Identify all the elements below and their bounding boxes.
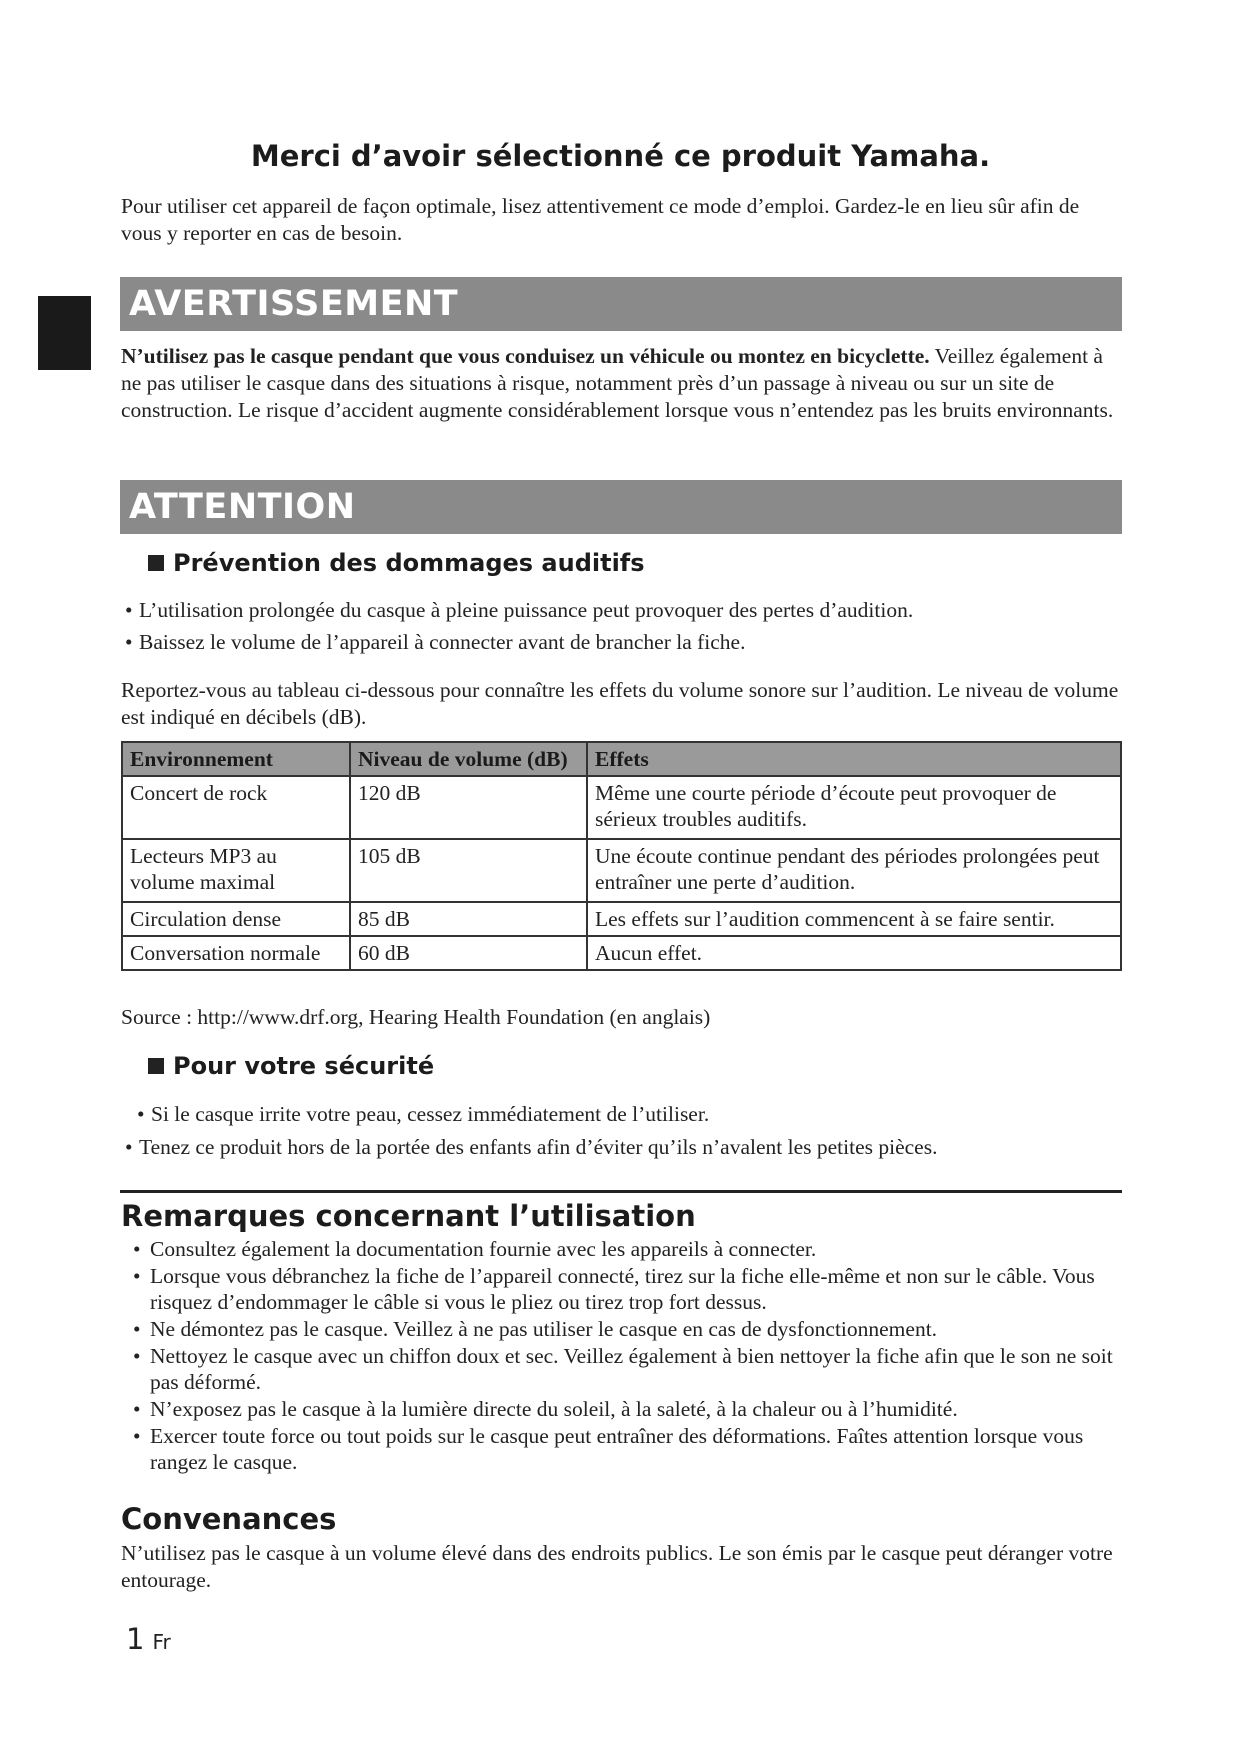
table-header-row <box>122 742 1121 776</box>
cell-volume: 60 dB <box>350 936 587 970</box>
table-row <box>122 902 1121 936</box>
list-item: • Ne démontez pas le casque. Veillez à ne pas utiliser le casque en cas de dysfonctionnement. <box>130 1316 1120 1342</box>
page-footer <box>126 1622 171 1656</box>
list-item: • N’exposez pas le casque à la lumière directe du soleil, à la saleté, à la chaleur ou à l’humidité. <box>130 1396 1120 1422</box>
list-item: • Tenez ce produit hors de la portée des enfants afin d’éviter qu’ils n’avalent les petites pièces. <box>121 1131 1121 1164</box>
page-title: Merci d’avoir sélectionné ce produit Yamaha. <box>250 139 991 173</box>
language-code: Fr <box>152 1630 171 1654</box>
list-item: • Nettoyez le casque avec un chiffon doux et sec. Veillez également à bien nettoyer la fiche afin que le son ne soit pas déformé. <box>130 1343 1120 1395</box>
remarks-heading: Remarques concernant l’utilisation <box>121 1199 696 1233</box>
hearing-heading-label: Prévention des dommages auditifs <box>173 549 645 577</box>
list-item: • Si le casque irrite votre peau, cessez immédiatement de l’utiliser. <box>133 1098 1121 1131</box>
warning-paragraph <box>121 343 1121 424</box>
cell-environment: Conversation normale <box>122 936 350 970</box>
square-bullet-icon <box>148 1058 164 1074</box>
list-item: • Baissez le volume de l’appareil à connecter avant de brancher la fiche. <box>121 626 1121 658</box>
manners-paragraph: N’utilisez pas le casque à un volume élevé dans des endroits publics. Le son émis par le casque peut déranger votre entourage. <box>121 1541 1113 1592</box>
hearing-bullet-list <box>121 594 1121 658</box>
table-row <box>122 776 1121 839</box>
cell-effects: Aucun effet. <box>587 936 1121 970</box>
cell-volume: 120 dB <box>350 776 587 839</box>
cell-environment: Circulation dense <box>122 902 350 936</box>
list-item: • Lorsque vous débranchez la fiche de l’appareil connecté, tirez sur la fiche elle-même et non sur le câble. Vous risquez d’endommager le câble si vous le pliez ou tirez trop fort dessus. <box>130 1263 1120 1315</box>
safety-heading-label: Pour votre sécurité <box>173 1052 435 1080</box>
table-intro: Reportez-vous au tableau ci-dessous pour connaître les effets du volume sonore sur l’audition. Le niveau de volume est indiqué en décibels (dB). <box>121 678 1119 729</box>
cell-effects: Une écoute continue pendant des périodes prolongées peut entraîner une perte d’audition. <box>587 839 1121 902</box>
col-header-effects: Effets <box>587 742 1121 776</box>
cell-effects: Les effets sur l’audition commencent à se faire sentir. <box>587 902 1121 936</box>
cell-effects: Même une courte période d’écoute peut provoquer de sérieux troubles auditifs. <box>587 776 1121 839</box>
table-row <box>122 839 1121 902</box>
caution-banner: ATTENTION <box>120 480 1122 534</box>
intro-paragraph: Pour utiliser cet appareil de façon optimale, lisez attentivement ce mode d’emploi. Gardez-le en lieu sûr afin de vous y reporter en cas de besoin. <box>121 194 1080 245</box>
list-item: • Consultez également la documentation fournie avec les appareils à connecter. <box>130 1236 1120 1262</box>
volume-effects-table <box>121 741 1122 971</box>
table-row <box>122 936 1121 970</box>
list-item: • Exercer toute force ou tout poids sur le casque peut entraîner des déformations. Faîtes attention lorsque vous rangez le casque. <box>130 1423 1120 1475</box>
safety-bullet-list <box>121 1098 1121 1164</box>
square-bullet-icon <box>148 555 164 571</box>
safety-heading <box>148 1052 434 1080</box>
page-number: 1 <box>126 1622 145 1656</box>
warning-bold-lead: N’utilisez pas le casque pendant que vous conduisez un véhicule ou montez en bicyclette. <box>121 344 930 368</box>
warning-banner: AVERTISSEMENT <box>120 277 1122 331</box>
section-divider <box>120 1190 1122 1193</box>
cell-environment: Lecteurs MP3 au volume maximal <box>122 839 350 902</box>
cell-volume: 85 dB <box>350 902 587 936</box>
col-header-environment: Environnement <box>122 742 350 776</box>
remarks-bullet-list <box>130 1236 1120 1476</box>
warning-text: Veillez également à ne pas utiliser le casque dans des situations à risque, notamment près d’un passage à niveau ou sur un site de construction. Le risque d’accident augmente considérablement lorsque vous n’entendez pas les bruits environnants. <box>121 344 1114 422</box>
cell-environment: Concert de rock <box>122 776 350 839</box>
list-item: • L’utilisation prolongée du casque à pleine puissance peut provoquer des pertes d’audition. <box>121 594 1121 626</box>
manners-heading: Convenances <box>121 1502 337 1536</box>
cell-volume: 105 dB <box>350 839 587 902</box>
section-tab-marker <box>38 296 91 370</box>
table-source: Source : http://www.drf.org, Hearing Health Foundation (en anglais) <box>121 1005 711 1029</box>
col-header-volume: Niveau de volume (dB) <box>350 742 587 776</box>
hearing-heading <box>148 549 645 577</box>
